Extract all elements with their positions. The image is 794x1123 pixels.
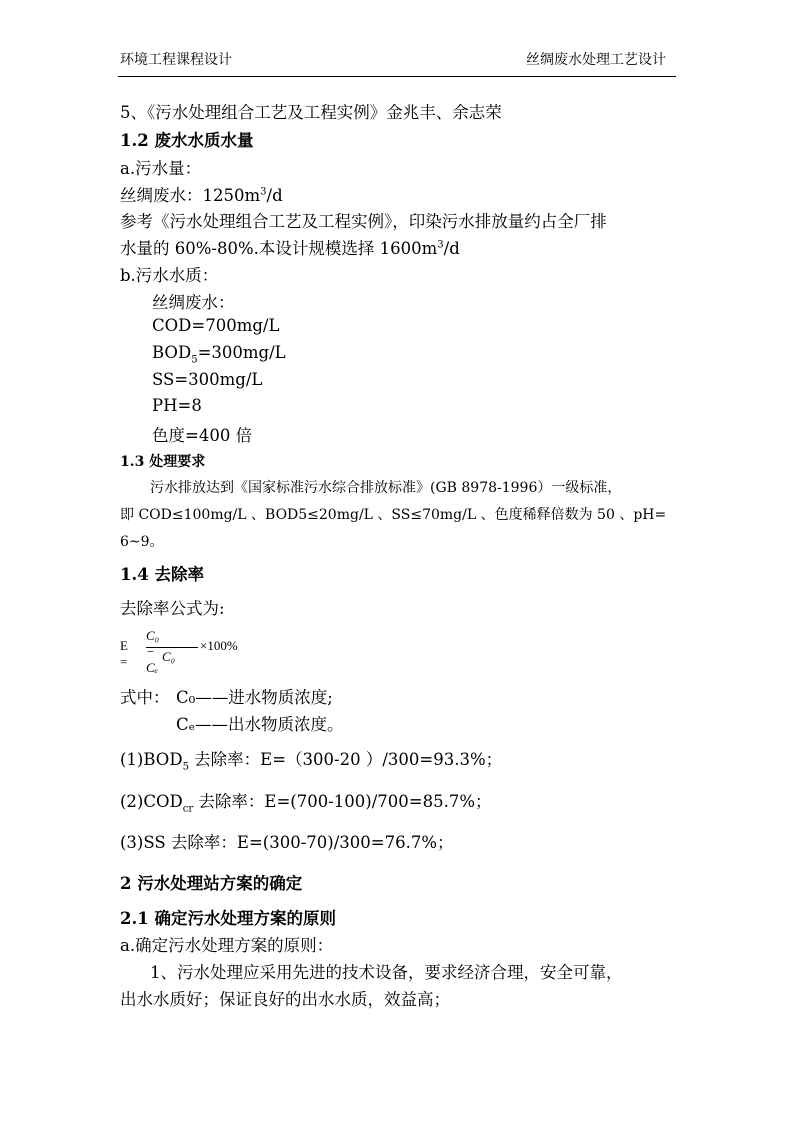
header-rule xyxy=(118,76,676,77)
ref-line2-sup: 3 xyxy=(437,239,444,251)
ce-definition: Cₑ——出水物质浓度。 xyxy=(176,715,344,734)
ph-value: PH=8 xyxy=(152,396,202,415)
where-prefix: 式中： xyxy=(120,688,170,707)
r1-suffix: 去除率：E=（300-20 ）/300=93.3%； xyxy=(188,750,503,769)
formula-denominator: C₀ xyxy=(162,649,176,664)
cod-value: COD=700mg/L xyxy=(152,316,280,335)
formula-intro: 去除率公式为: xyxy=(120,599,225,618)
r2-suffix: 去除率：E=(700-100)/700=85.7%； xyxy=(193,792,492,811)
requirement-line-2: 即 COD≤100mg/L 、BOD5≤20mg/L 、SS≤70mg/L 、色度稀释倍数为 50 、pH= xyxy=(120,507,667,523)
formula-rhs: ×100% xyxy=(200,638,238,653)
section-2-heading: 2 污水处理站方案的确定 xyxy=(120,874,303,893)
ss-value: SS=300mg/L xyxy=(152,370,263,389)
silk-quality-label: 丝绸废水： xyxy=(152,293,235,312)
ss-removal-rate: (3)SS 去除率：E=(300-70)/300=76.7%； xyxy=(120,833,454,852)
bod-sub: 5 xyxy=(191,354,198,366)
silk-flow-sup: 3 xyxy=(260,186,267,198)
r2-prefix: (2)COD xyxy=(120,792,183,811)
reference-5: 5、《污水处理组合工艺及工程实例》金兆丰、余志荣 xyxy=(120,103,502,122)
silk-flow-suffix: /d xyxy=(266,186,283,205)
principle-1-line-1: 1、污水处理应采用先进的技术设备，要求经济合理，安全可靠， xyxy=(150,963,623,982)
requirement-line-1: 污水排放达到《国家标准污水综合排放标准》(GB 8978-1996）一级标准， xyxy=(150,480,622,496)
r2-sub: cr xyxy=(182,803,194,815)
section-2-1-heading: 2.1 确定污水处理方案的原则 xyxy=(120,909,336,928)
reference-line-1: 参考《污水处理组合工艺及工程实例》，印染污水排放量约占全厂排 xyxy=(120,212,607,231)
reference-line-2 xyxy=(120,235,460,259)
requirement-line-3: 6~9。 xyxy=(120,534,164,550)
silk-flow-prefix: 丝绸废水：1250m xyxy=(120,186,261,205)
bod-removal-rate xyxy=(120,746,503,773)
r1-sub: 5 xyxy=(182,761,189,773)
ref-line2-prefix: 水量的 60%-80%.本设计规模选择 1600m xyxy=(120,239,438,258)
formula-lhs: E = xyxy=(120,638,128,669)
silk-wastewater-flow xyxy=(120,182,283,206)
r1-prefix: (1)BOD xyxy=(120,750,183,769)
section-1-4-heading: 1.4 去除率 xyxy=(120,565,204,584)
principles-label: a.确定污水处理方案的原则： xyxy=(120,936,334,955)
cod-removal-rate xyxy=(120,788,492,815)
fraction-bar xyxy=(146,647,198,648)
c0-definition: C₀——进水物质浓度; xyxy=(176,688,333,707)
ref-line2-suffix: /d xyxy=(443,239,460,258)
header-right: 丝绸废水处理工艺设计 xyxy=(526,52,666,68)
principle-1-line-2: 出水水质好；保证良好的出水水质，效益高； xyxy=(120,990,450,1009)
bod-suffix: =300mg/L xyxy=(197,343,286,362)
sewage-volume-label: a.污水量： xyxy=(120,159,202,178)
bod-value xyxy=(152,343,286,366)
color-value: 色度=400 倍 xyxy=(152,426,253,445)
section-1-3-heading: 1.3 处理要求 xyxy=(120,454,206,470)
header-left: 环境工程课程设计 xyxy=(120,52,232,68)
formula-numerator: C₀ − Cₑ xyxy=(146,628,160,675)
section-1-2-heading: 1.2 废水水质水量 xyxy=(120,131,254,150)
sewage-quality-label: b.污水水质： xyxy=(120,266,219,285)
bod-prefix: BOD xyxy=(152,343,192,362)
